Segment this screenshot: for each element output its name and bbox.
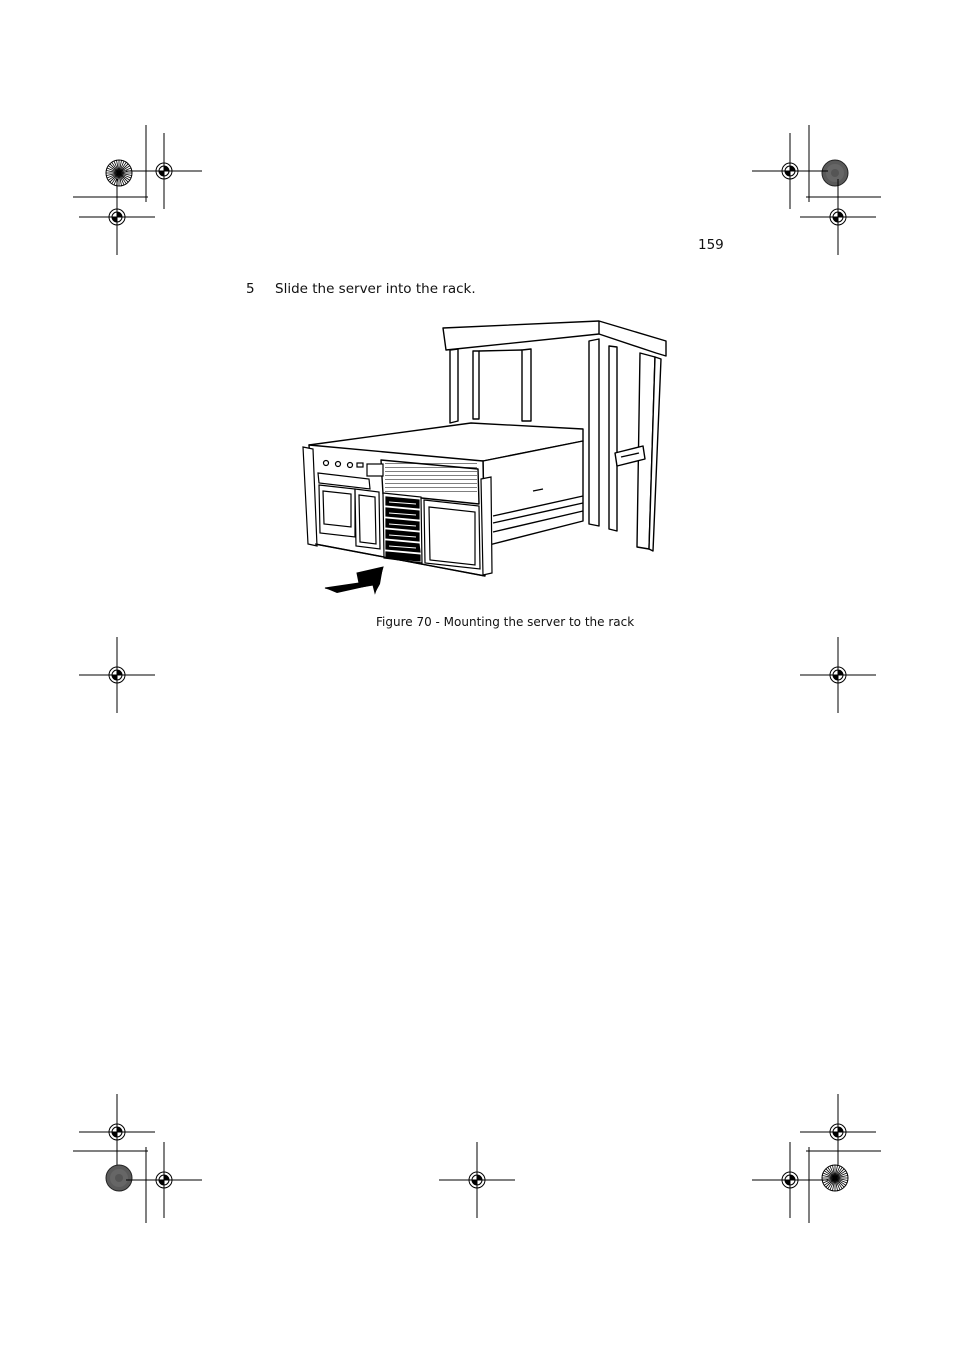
figure-caption: Figure 70 - Mounting the server to the rack	[376, 615, 635, 629]
step-text: Slide the server into the rack.	[275, 281, 476, 297]
page-number: 159	[698, 237, 724, 253]
server-rack-illustration	[293, 301, 675, 608]
step-number: 5	[246, 281, 255, 297]
